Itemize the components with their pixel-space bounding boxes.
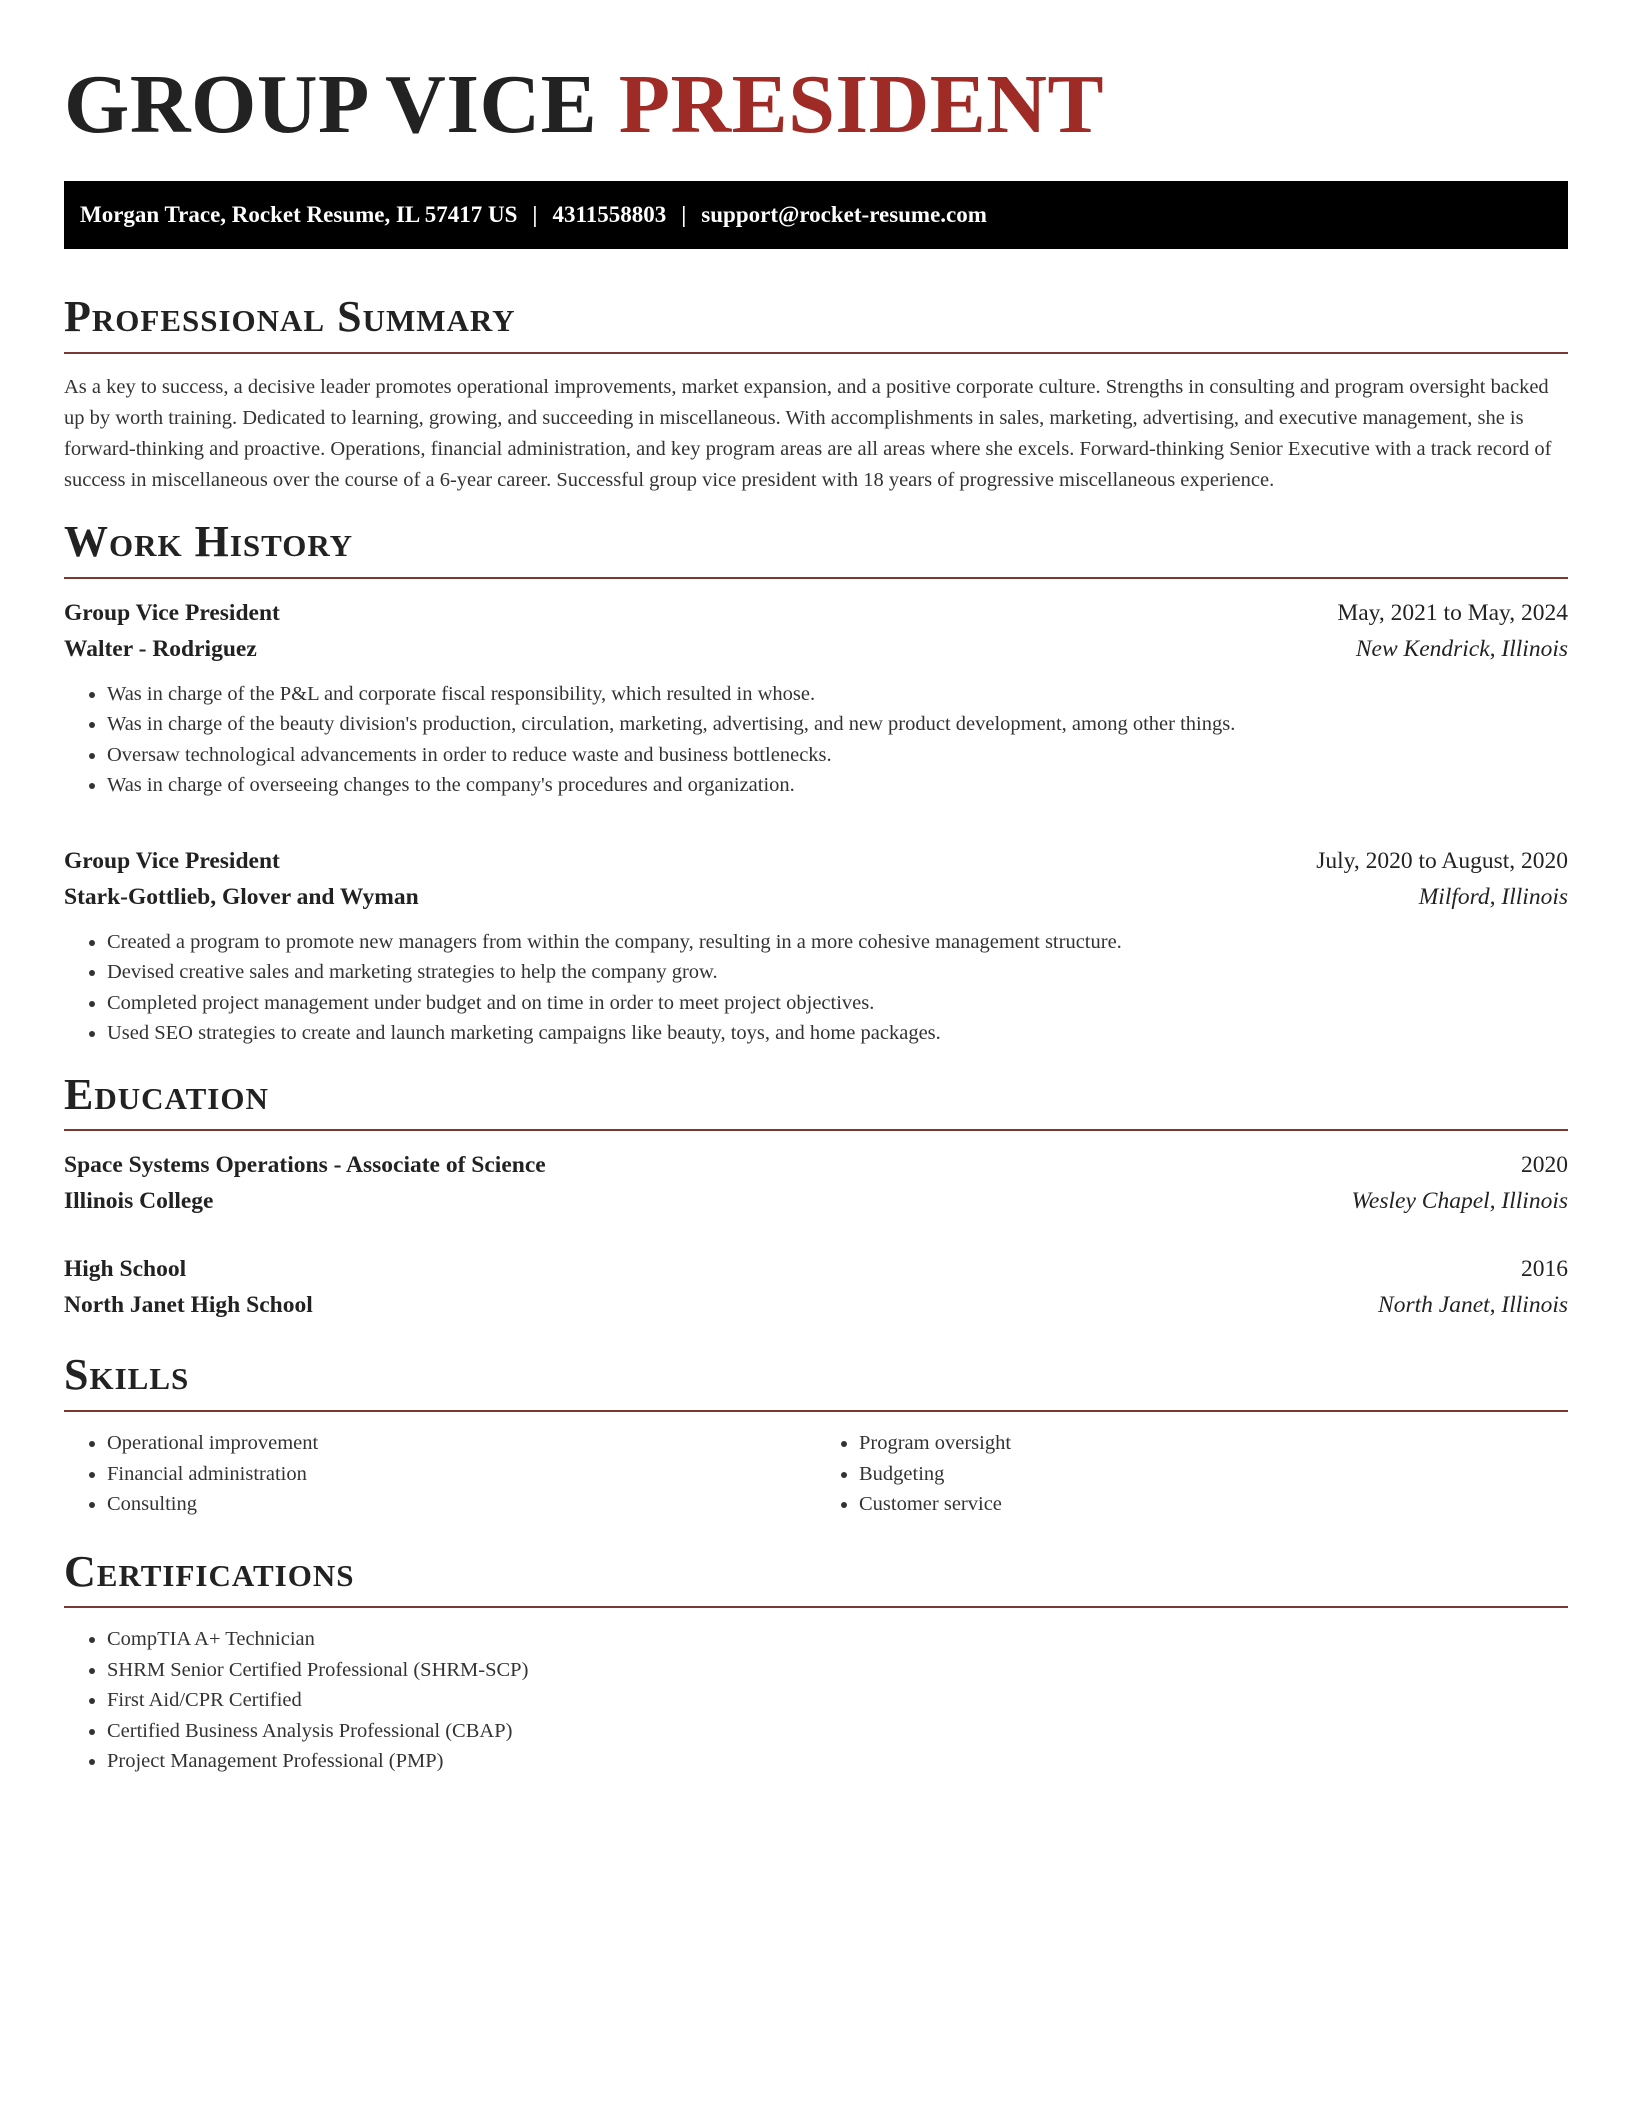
skills-section: [64, 1349, 1568, 1519]
education-entry: [64, 1147, 1568, 1219]
section-heading-work-history: Work History: [64, 516, 1568, 579]
contact-email: support@rocket-resume.com: [701, 202, 987, 227]
education-school-row: [64, 1183, 1568, 1219]
job-company: Walter - Rodriguez: [64, 635, 257, 662]
certifications-section: [64, 1546, 1568, 1777]
certifications-list: [64, 1624, 1568, 1777]
list-item: • SHRM Senior Certified Professional (SHRM-SCP): [107, 1655, 1568, 1686]
education-degree: High School: [64, 1256, 187, 1283]
list-item: • Customer service: [859, 1489, 1568, 1520]
skills-columns: [64, 1428, 1568, 1520]
section-heading-summary: Professional Summary: [64, 291, 1568, 354]
skills-list-left: [64, 1428, 816, 1520]
education-location: Wesley Chapel, Illinois: [1351, 1188, 1568, 1215]
job-dates: July, 2020 to August, 2020: [1316, 847, 1568, 874]
contact-separator: |: [681, 202, 687, 227]
list-item: • Devised creative sales and marketing strategies to help the company grow.: [107, 957, 1568, 988]
resume-title: [64, 52, 1568, 157]
summary-text: As a key to success, a decisive leader promotes operational improvements, market expansion, and a positive corporate culture. Strengths in consulting and program oversight backed up by worth training. Dedicated to learning, growing, and succeeding in miscellaneous. With accomplishments in sales, marketing, advertising, and executive management, she is forward-thinking and proactive. Operations, financial administration, and key program areas are all areas where she excels. Forward-thinking Senior Executive with a track record of success in miscellaneous over the course of a 6-year career. Successful group vice president with 18 years of progressive miscellaneous experience.: [64, 375, 1552, 491]
title-main: GROUP VICE: [64, 58, 598, 151]
job-company-row: [64, 631, 1568, 667]
education-school-row: [64, 1287, 1568, 1323]
education-section: [64, 1069, 1568, 1324]
list-item: • Consulting: [107, 1489, 816, 1520]
job-company-row: [64, 879, 1568, 915]
list-item: • Program oversight: [859, 1428, 1568, 1459]
list-item: • Completed project management under budget and on time in order to meet project objectives.: [107, 988, 1568, 1019]
job-company: Stark-Gottlieb, Glover and Wyman: [64, 883, 419, 910]
job-title: Group Vice President: [64, 599, 280, 626]
job-dates: May, 2021 to May, 2024: [1337, 599, 1568, 626]
list-item: • First Aid/CPR Certified: [107, 1685, 1568, 1716]
list-item: • Was in charge of the beauty division's production, circulation, marketing, advertising, and new product development, among other things.: [107, 709, 1568, 740]
education-degree-row: [64, 1251, 1568, 1287]
education-school: Illinois College: [64, 1188, 214, 1215]
list-item: • Project Management Professional (PMP): [107, 1746, 1568, 1777]
summary-section: [64, 291, 1568, 496]
list-item: • Certified Business Analysis Professional (CBAP): [107, 1716, 1568, 1747]
section-heading-education: Education: [64, 1069, 1568, 1132]
list-item: • Oversaw technological advancements in order to reduce waste and business bottlenecks.: [107, 740, 1568, 771]
job-location: Milford, Illinois: [1418, 883, 1568, 910]
skills-list-right: [816, 1428, 1568, 1520]
job-title-row: [64, 595, 1568, 631]
list-item: • Created a program to promote new managers from within the company, resulting in a more cohesive management structure.: [107, 927, 1568, 958]
job-entry: [64, 843, 1568, 1049]
title-accent: PRESIDENT: [618, 58, 1104, 151]
education-year: 2016: [1521, 1256, 1568, 1283]
education-school: North Janet High School: [64, 1292, 313, 1319]
section-heading-skills: Skills: [64, 1349, 1568, 1412]
education-degree-row: [64, 1147, 1568, 1183]
list-item: • Used SEO strategies to create and launch marketing campaigns like beauty, toys, and home packages.: [107, 1018, 1568, 1049]
list-item: • Budgeting: [859, 1459, 1568, 1490]
contact-bar: [64, 181, 1568, 249]
contact-address: Morgan Trace, Rocket Resume, IL 57417 US: [80, 202, 518, 227]
contact-separator: |: [532, 202, 538, 227]
job-bullets: [64, 927, 1568, 1049]
education-entry: [64, 1251, 1568, 1323]
job-entry: [64, 595, 1568, 801]
job-title: Group Vice President: [64, 847, 280, 874]
work-history-section: [64, 516, 1568, 1049]
education-degree: Space Systems Operations - Associate of Science: [64, 1152, 546, 1179]
list-item: • Was in charge of overseeing changes to the company's procedures and organization.: [107, 770, 1568, 801]
education-year: 2020: [1521, 1152, 1568, 1179]
list-item: • Was in charge of the P&L and corporate fiscal responsibility, which resulted in whose.: [107, 679, 1568, 710]
list-item: • CompTIA A+ Technician: [107, 1624, 1568, 1655]
section-heading-certifications: Certifications: [64, 1546, 1568, 1609]
job-bullets: [64, 679, 1568, 801]
contact-phone: 4311558803: [552, 202, 667, 227]
education-location: North Janet, Illinois: [1378, 1292, 1568, 1319]
job-title-row: [64, 843, 1568, 879]
list-item: • Financial administration: [107, 1459, 816, 1490]
list-item: • Operational improvement: [107, 1428, 816, 1459]
job-location: New Kendrick, Illinois: [1355, 635, 1568, 662]
